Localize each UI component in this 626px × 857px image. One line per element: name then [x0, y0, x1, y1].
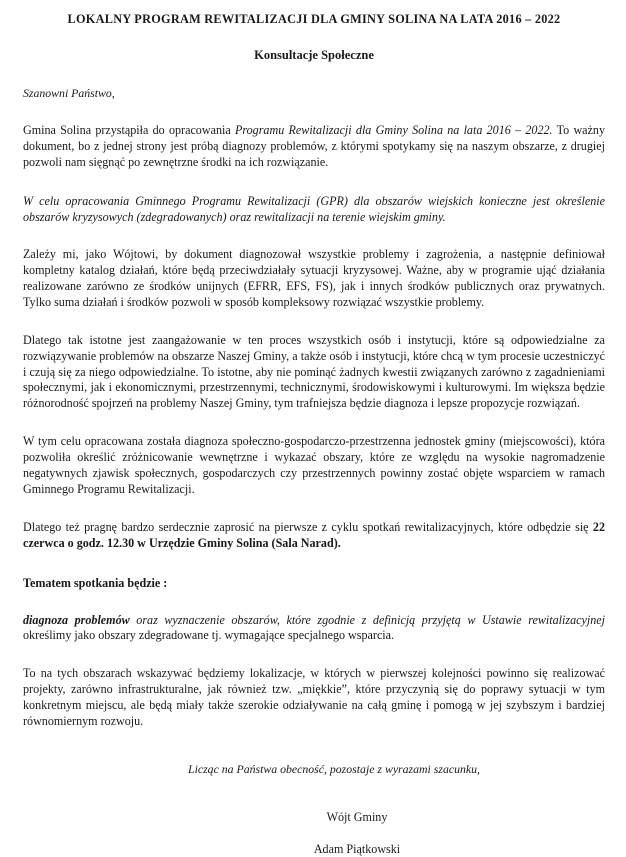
signature-role: Wójt Gminy — [326, 809, 388, 824]
paragraph-project-areas: To na tych obszarach wskazywać będziemy lokalizacje, w których w pierwszej kolejności powinno się realizować projekty, zarówno infrastrukturalne, jak również tzw. „miękkie”, które przyczynią się do poprawy sytuacji w tym konkretnym miejscu, ale będą miały także szerokie odziaływanie na całą gminę i pomogą w jej szybszym i bardziej równomiernym rozwoju. — [23, 666, 605, 728]
paragraph-intro — [23, 123, 605, 171]
topic-emphasis: diagnoza problemów — [23, 612, 130, 627]
document-title: LOKALNY PROGRAM REWITALIZACJI DLA GMINY SOLINA NA LATA 2016 – 2022 — [67, 12, 561, 26]
meeting-details-bold: 22 czerwca o godz. 12.30 w Urzędzie Gminy Solina (Sala Narad). — [23, 519, 605, 550]
paragraph-mayor-expectations: Zależy mi, jako Wójtowi, by dokument diagnozował wszystkie problemy i zagrożenia, a następnie definiował kompletny katalog działań, które będą przeciwdziałały sytuacji kryzysowej. Ważne, aby w programie ująć działania realizowane zarówno ze środków unijnych (EFRR, EFS, FS), jak i innych środków publicznych oraz prywatnych. Tylko suma działań i środków pozwoli w sposób kompleksowy rozwiązać wszystkie problemy. — [23, 247, 605, 309]
paragraph-topic-detail — [23, 613, 605, 645]
closing-line: Licząc na Państwa obecność, pozostaje z wyrazami szacunku, — [188, 761, 480, 776]
paragraph-diagnosis: W tym celu opracowana została diagnoza społeczno-gospodarczo-przestrzenna jednostek gminy (miejscowości), która pozwoliła określić zróżnicowanie wewnętrzne i wykazać obszary, które ze względu na wysokie nagromadzenie negatywnych zjawisk społecznych, gospodarczych czy przestrzennych powinny zostać objęte wsparciem w ramach Gminnego Programu Rewitalizacji. — [23, 434, 605, 496]
document-subtitle: Konsultacje Społeczne — [254, 48, 374, 63]
paragraph-invitation-run-1: Dlatego też pragnę bardzo serdecznie zaprosić na pierwsze z cyklu spotkań rewitalizacyjnych, które odbędzie się — [23, 519, 593, 534]
paragraph-invitation — [23, 520, 605, 552]
paragraph-topic-detail-run-2-italic: oraz wyznaczenie obszarów, które zgodnie z definicją przyjętą w Ustawie rewitalizacyjnej — [129, 612, 605, 627]
heading-meeting-topic: Tematem spotkania będzie : — [23, 575, 168, 590]
salutation: Szanowni Państwo, — [23, 86, 115, 101]
paragraph-topic-detail-run-3: określimy jako obszary zdegradowane tj. wymagające specjalnego wsparcia. — [23, 628, 395, 643]
paragraph-intro-run-2-italic: Programu Rewitalizacji dla Gminy Solina na lata 2016 – 2022. — [234, 123, 553, 138]
signature-name: Adam Piątkowski — [313, 841, 401, 856]
paragraph-intro-run-1: Gmina Solina przystąpiła do opracowania — [23, 123, 235, 138]
paragraph-intro-run-3: To ważny dokument, bo z jednej strony jest próbą diagnozy problemów, z którymi spotykamy się na naszym obszarze, z drugiej pozwoli nam sięgnąć po zewnętrzne środki na ich rozwiązanie. — [23, 123, 606, 170]
paragraph-gpr-scope: W celu opracowania Gminnego Programu Rewitalizacji (GPR) dla obszarów wiejskich konieczne jest określenie obszarów kryzysowych (zdegradowanych) oraz rewitalizacji na terenie wiejskim gminy. — [23, 194, 605, 225]
paragraph-engagement: Dlatego tak istotne jest zaangażowanie w ten proces wszystkich osób i instytucji, które są odpowiedzialne za rozwiązywanie problemów na obszarze Naszej Gminy, a także osób i instytucji, które chcą w tym procesie uczestniczyć i czują się za niego odpowiedzialne. To istotne, aby nie pominąć żadnych kwestii związanych zarówno z zagadnieniami społecznymi, jak i ekonomicznymi, przestrzennymi, technicznymi, środowiskowymi i kulturowymi. Im większa będzie różnorodność spojrzeń na problemy Naszej Gminy, tym trafniejsza będzie diagnoza i lepsze propozycje rozwiązań. — [23, 332, 605, 411]
